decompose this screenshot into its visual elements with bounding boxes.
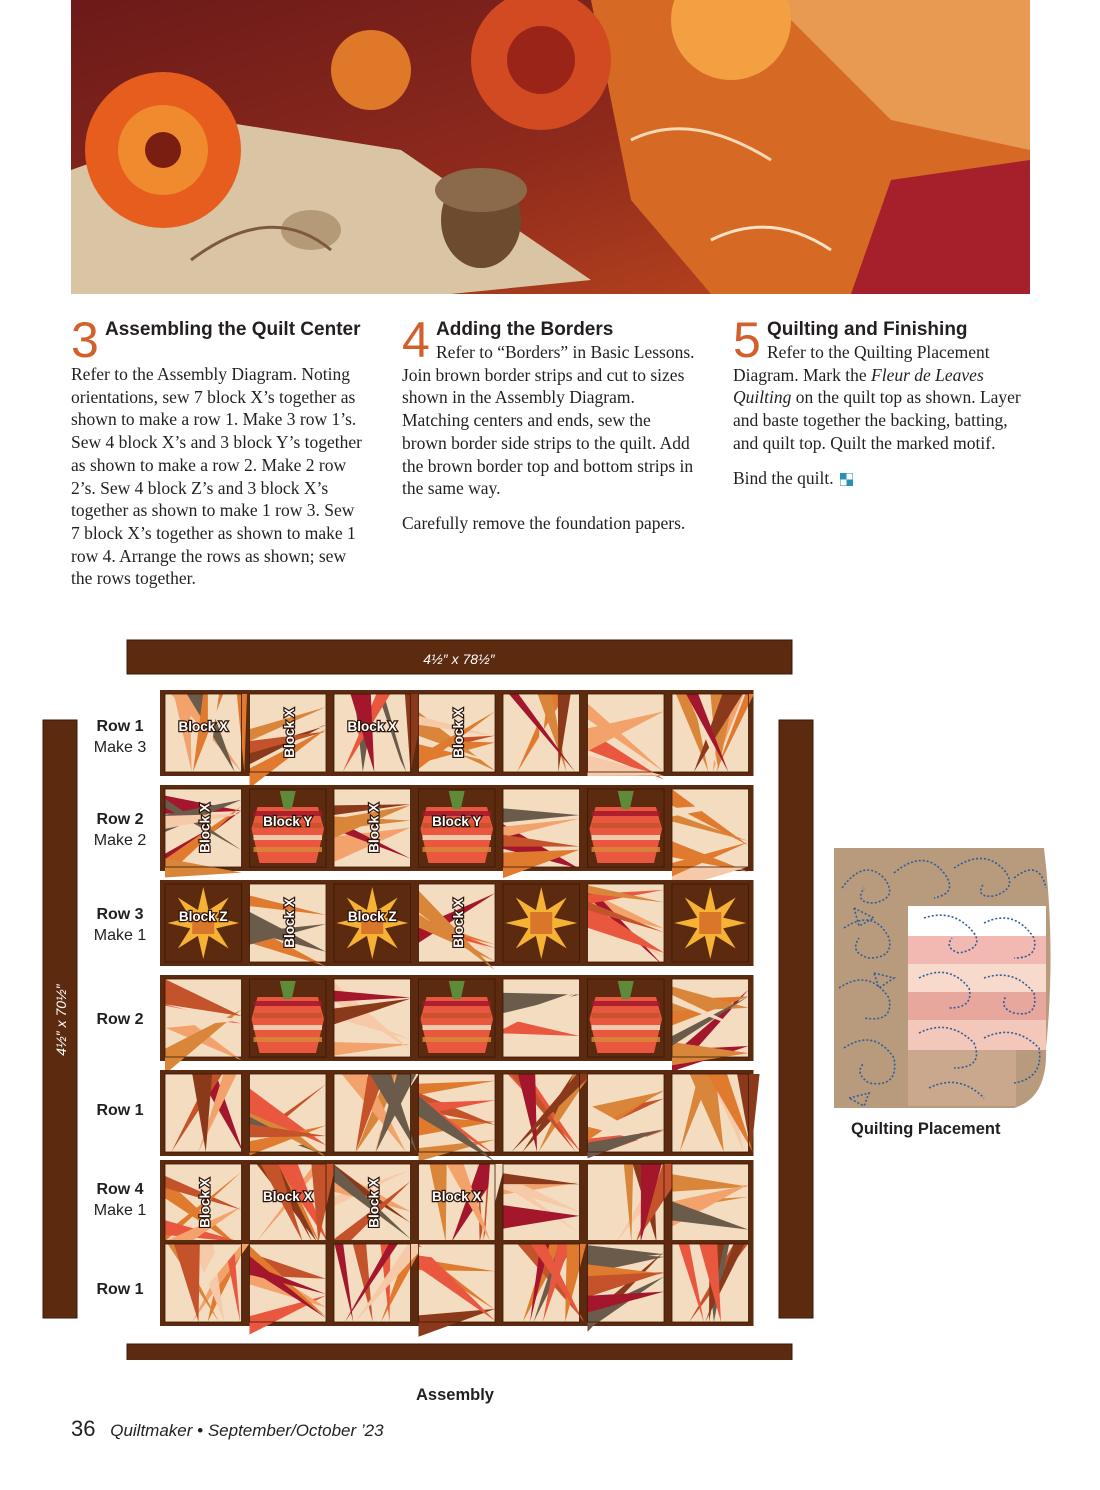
assembly-caption: Assembly: [416, 1386, 494, 1404]
pumpkin-stripe: [592, 1013, 661, 1018]
pumpkin-stripe: [592, 811, 661, 816]
quilt-row: [160, 1070, 760, 1162]
block-label: Block X: [178, 719, 229, 734]
block-label: Block X: [366, 803, 382, 853]
quilt-block-x: [334, 789, 411, 867]
pumpkin-stripe: [254, 835, 323, 840]
pumpkin-stripe: [423, 1013, 492, 1018]
block-label: Block X: [262, 1189, 313, 1204]
end-mark-icon: [840, 473, 853, 486]
pumpkin-stripe: [254, 1025, 323, 1030]
page-number: 36: [71, 1416, 96, 1441]
magazine-name: Quiltmaker: [110, 1421, 193, 1440]
pumpkin-stripe: [254, 1001, 323, 1006]
quilt-block-x: [419, 884, 496, 970]
step-number: 3: [71, 312, 99, 368]
quilt-block-x: [419, 1074, 496, 1162]
quilt-block-x: [588, 1244, 665, 1332]
quilt-block-z: [672, 884, 749, 962]
quilt-block-x: [672, 1244, 749, 1322]
row-label: [88, 809, 152, 851]
bottom-border: [127, 1344, 792, 1360]
quilt-block-x: [165, 694, 247, 772]
block-label: Block Y: [263, 814, 313, 829]
quilting-placement-diagram: [834, 848, 1056, 1110]
row-make: Make 1: [93, 927, 147, 944]
pumpkin-stripe: [592, 1025, 661, 1030]
quilt-block-x: [250, 1074, 327, 1157]
pumpkin-stripe: [254, 847, 323, 852]
quilt-block-y: [250, 789, 327, 867]
row-label: [88, 1009, 152, 1030]
block-label: Block Z: [347, 909, 397, 924]
step-paragraph: Carefully remove the foundation papers.: [402, 512, 686, 533]
quilt-block-y: [419, 979, 496, 1057]
step-closing: [733, 467, 1029, 490]
quilt-block-x: [334, 694, 426, 772]
quilt-block-x: [250, 1164, 336, 1242]
quilt-block-x: [588, 694, 665, 780]
quilt-block-x: [503, 979, 580, 1057]
step-title: Adding the Borders: [436, 319, 614, 340]
quilt-block-x: [419, 1164, 506, 1242]
row-make: Make 1: [93, 1202, 147, 1219]
quilt-block-x: [165, 1074, 243, 1152]
quilt-block-x: [503, 1244, 586, 1322]
quilt-block-x: [250, 884, 327, 966]
pumpkin-stripe: [423, 1037, 492, 1042]
row-make: Make 3: [93, 739, 147, 756]
pumpkin-stripe: [592, 1001, 661, 1006]
step-4: [402, 312, 698, 535]
quilting-placement-caption: Quilting Placement: [851, 1120, 1001, 1138]
pumpkin-stripe: [423, 1001, 492, 1006]
quilt-block-y: [588, 979, 665, 1057]
step-paragraph: Refer to the Assembly Diagram. Noting orientations, sew 7 block X’s together as shown to make a row 1. Make 3 row 1’s. Sew 4 block X’s and 3 block Y’s together as shown to make a row 2. Make 2 row 2’s. Sew 4 block Z’s and 3 block X’s together as shown to make 1 row 3. Sew 7 block X’s together as shown to make 1 row 4. Arrange the rows as shown; sew the rows together.: [71, 364, 362, 589]
step-3: [71, 312, 367, 590]
quilt-block-x: [503, 694, 580, 772]
row-name: Row 4: [96, 1181, 144, 1198]
pumpkin-stripe: [592, 823, 661, 828]
quilt-block-y: [588, 789, 665, 867]
row-name: Row 2: [96, 811, 144, 828]
top-border-label: 4½″ x 78½″: [423, 651, 495, 667]
quilt-rows: [160, 690, 760, 1337]
step-5: [733, 312, 1029, 489]
page-footer: [71, 1416, 384, 1442]
quilt-block-x: [588, 884, 665, 966]
block-label: Block X: [197, 803, 213, 853]
right-border: [779, 720, 813, 1318]
row-make: Make 2: [93, 832, 147, 849]
step-paragraph: Refer to “Borders” in Basic Lessons. Join brown border strips and cut to sizes shown in the Assembly Diagram. Matching centers and ends, sew the brown border side strips to the quilt. Add the brown border top and bottom strips in the same way.: [402, 342, 695, 499]
row-name: Row 1: [96, 1102, 144, 1119]
pumpkin-stripe: [423, 835, 492, 840]
row-name: Row 2: [96, 1011, 144, 1028]
step-paragraph: [733, 341, 1029, 455]
quilt-block-y: [250, 979, 327, 1057]
block-label: Block X: [281, 898, 297, 948]
block-label: Block X: [366, 1178, 382, 1228]
step-number: 5: [733, 312, 761, 368]
quilt-block-z: [334, 884, 411, 962]
step-number: 4: [402, 312, 430, 368]
quilt-block-x: [672, 694, 754, 772]
quilt-block-x: [250, 1244, 327, 1334]
quilt-row: [160, 690, 754, 788]
quilt-row: [160, 785, 754, 890]
row-name: Row 1: [96, 718, 144, 735]
quilt-block-x: [672, 789, 749, 890]
quilt-block-z: [165, 884, 242, 962]
pumpkin-stripe: [592, 847, 661, 852]
row-name: Row 3: [96, 906, 144, 923]
step-title: Assembling the Quilt Center: [105, 319, 361, 340]
quilt-block-x: [419, 694, 496, 772]
step-title: Quilting and Finishing: [767, 319, 968, 340]
quilt-block-x: [672, 979, 749, 1076]
pumpkin-stripe: [592, 1037, 661, 1042]
row-label: [88, 1279, 152, 1300]
closing-text: Bind the quilt.: [733, 467, 834, 488]
quilt-row: [160, 1240, 754, 1337]
motif-name: Fleur de Leaves Quilting: [733, 364, 984, 408]
pumpkin-stripe: [423, 1025, 492, 1030]
step-text: Refer to the Quilting Placement Diagram. Mark the: [733, 342, 990, 385]
quilt-block-x: [503, 1164, 580, 1242]
quilt-row: [160, 975, 754, 1076]
quilt-block-x: [672, 1164, 749, 1242]
row-label: [88, 1179, 152, 1221]
block-label: Block X: [450, 708, 466, 758]
block-label: Block X: [197, 1178, 213, 1228]
row-label: [88, 716, 152, 758]
side-border-label: 4½″ x 70½″: [53, 984, 69, 1056]
row-label: [88, 904, 152, 946]
pumpkin-stripe: [254, 1013, 323, 1018]
pumpkin-stripe: [423, 847, 492, 852]
quilt-row: [160, 880, 754, 970]
quilt-block-x: [165, 1244, 249, 1322]
quilt-block-x: [588, 1074, 665, 1158]
star-center: [530, 912, 552, 934]
quilt-block-x: [503, 789, 580, 878]
quilt-block-x: [672, 1074, 760, 1152]
star-center: [699, 912, 721, 934]
row-label: [88, 1100, 152, 1121]
pumpkin-stripe: [592, 835, 661, 840]
block-label: Block Z: [178, 909, 228, 924]
block-label: Block X: [281, 708, 297, 758]
quilt-block-x: [334, 1074, 419, 1152]
block-label: Block Y: [432, 814, 482, 829]
issue-date: • September/October ’23: [197, 1421, 384, 1440]
row-name: Row 1: [96, 1281, 144, 1298]
pumpkin-stripe: [254, 1037, 323, 1042]
block-label: Block X: [347, 719, 398, 734]
quilt-block-x: [334, 979, 411, 1057]
quilt-block-x: [165, 789, 242, 877]
block-label: Block X: [450, 898, 466, 948]
quilt-block-y: [419, 789, 496, 867]
step-text: on the quilt top as shown. Layer and baste together the backing, batting, and quilt top. Quilt the marked motif.: [733, 387, 1021, 453]
quilt-block-z: [503, 884, 580, 962]
fabric-photo: [71, 0, 1030, 294]
block-label: Block X: [431, 1189, 482, 1204]
